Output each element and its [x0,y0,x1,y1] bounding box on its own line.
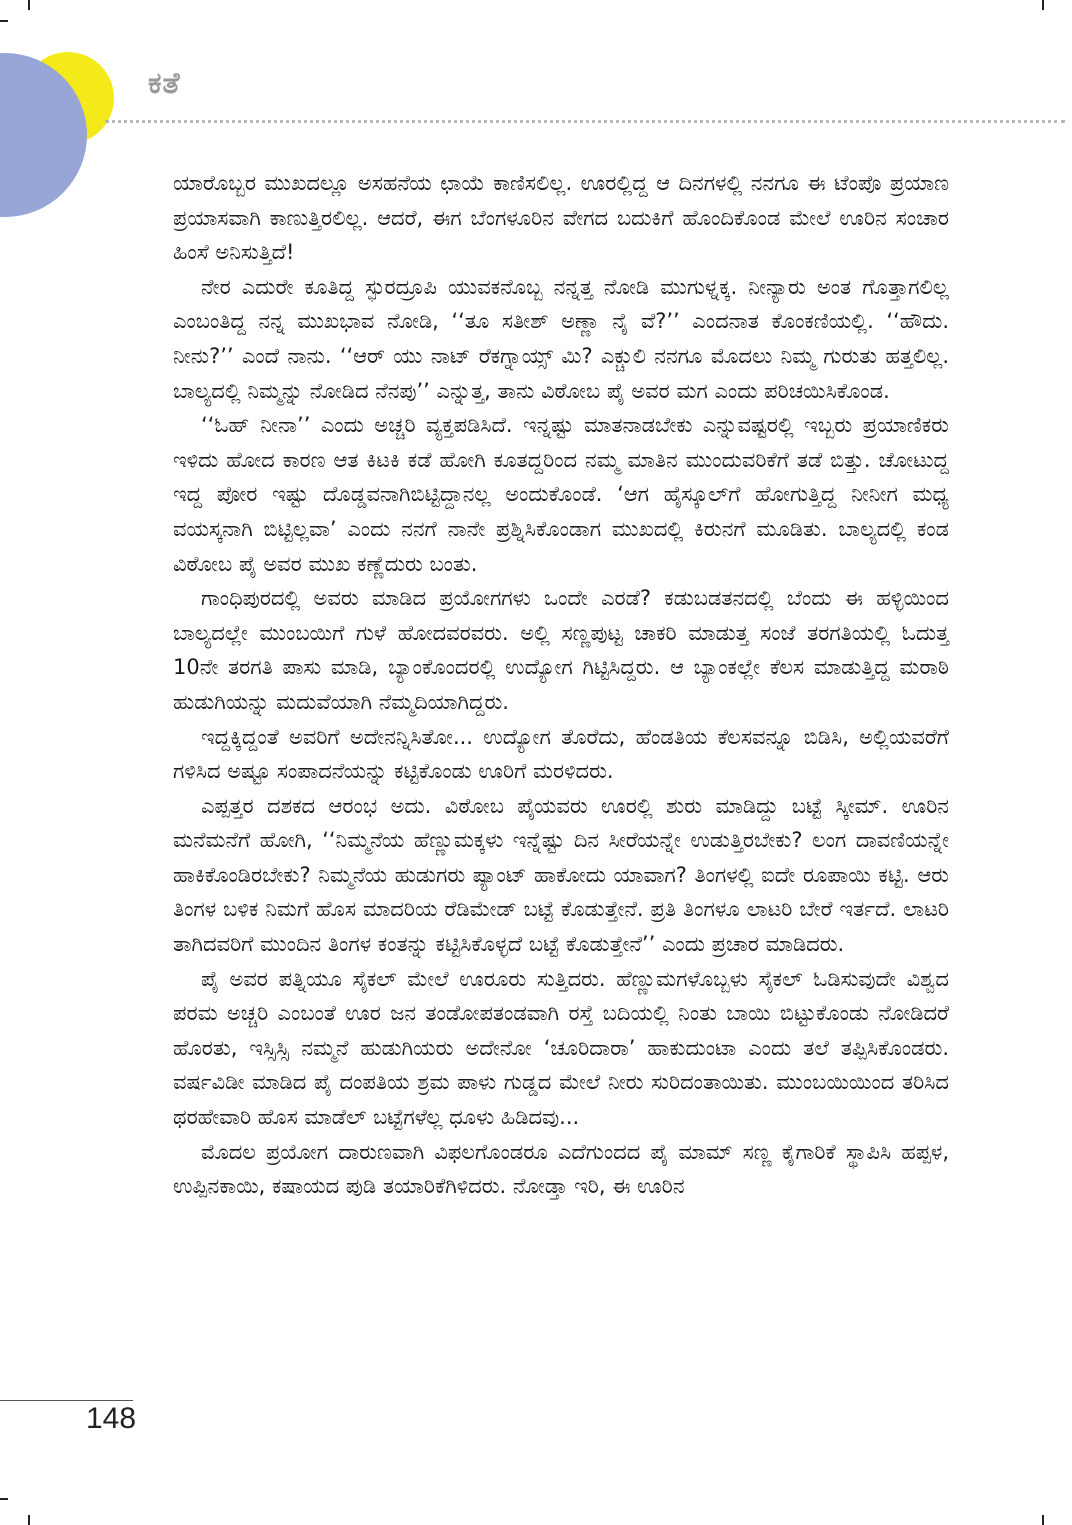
page-number: 148 [86,1402,137,1435]
section-title: ಕತೆ [148,66,181,101]
paragraph: ಗಾಂಧಿಪುರದಲ್ಲಿ ಅವರು ಮಾಡಿದ ಪ್ರಯೋಗಗಳು ಒಂದೇ ಎರಡೆ? ಕಡುಬಡತನದಲ್ಲಿ ಬೆಂದು ಈ ಹಳ್ಳಿಯಿಂದ ಬಾಲ್ಯದಲ್ಲೇ ಮುಂಬಯಿಗೆ ಗುಳೆ ಹೋದವರವರು. ಅಲ್ಲಿ ಸಣ್ಣಪುಟ್ಟ ಚಾಕರಿ ಮಾಡುತ್ತ ಸಂಜೆ ತರಗತಿಯಲ್ಲಿ ಓದುತ್ತ 10ನೇ ತರಗತಿ ಪಾಸು ಮಾಡಿ, ಬ್ಯಾಂಕೊಂದರಲ್ಲಿ ಉದ್ಯೋಗ ಗಿಟ್ಟಿಸಿದ್ದರು. ಆ ಬ್ಯಾಂಕಲ್ಲೇ ಕೆಲಸ ಮಾಡುತ್ತಿದ್ದ ಮರಾಠಿ ಹುಡುಗಿಯನ್ನು ಮದುವೆಯಾಗಿ ನೆಮ್ಮದಿಯಾಗಿದ್ದರು. [173,586,949,714]
crop-mark-bottom-left [28,1515,30,1525]
paragraph: ‘‘ಓಹ್ ನೀನಾ’’ ಎಂದು ಅಚ್ಚರಿ ವ್ಯಕ್ತಪಡಿಸಿದೆ. ಇನ್ನಷ್ಟು ಮಾತನಾಡಬೇಕು ಎನ್ನುವಷ್ಟರಲ್ಲಿ ಇಬ್ಬರು ಪ್ರಯಾಣಿಕರು ಇಳಿದು ಹೋದ ಕಾರಣ ಆತ ಕಿಟಕಿ ಕಡೆ ಹೋಗಿ ಕೂತದ್ದರಿಂದ ನಮ್ಮ ಮಾತಿನ ಮುಂದುವರಿಕೆಗೆ ತಡೆ ಬಿತ್ತು. ಚೋಟುದ್ದ ಇದ್ದ ಪೋರ ಇಷ್ಟು ದೊಡ್ಡವನಾಗಿಬಿಟ್ಟಿದ್ದಾನಲ್ಲ ಅಂದುಕೊಂಡೆ. ‘ಆಗ ಹೈಸ್ಕೂಲ್‌ಗೆ ಹೋಗುತ್ತಿದ್ದ ನೀನೀಗ ಮಧ್ಯ ವಯಸ್ಕನಾಗಿ ಬಿಟ್ಟಿಲ್ಲವಾ’ ಎಂದು ನನಗೆ ನಾನೇ ಪ್ರಶ್ನಿಸಿಕೊಂಡಾಗ ಮುಖದಲ್ಲಿ ಕಿರುನಗೆ ಮೂಡಿತು. ಬಾಲ್ಯದಲ್ಲಿ ಕಂಡ ವಿಠೋಬ ಪೈ ಅವರ ಮುಖ ಕಣ್ಣೆದುರು ಬಂತು. [173,413,949,576]
crop-mark-left-upper [0,20,8,22]
paragraph: ನೇರ ಎದುರೇ ಕೂತಿದ್ದ ಸ್ಫುರದ್ರೂಪಿ ಯುವಕನೊಬ್ಬ ನನ್ನತ್ತ ನೋಡಿ ಮುಗುಳ್ನಕ್ಕ. ನೀನ್ಯಾರು ಅಂತ ಗೊತ್ತಾಗಲಿಲ್ಲ ಎಂಬಂತಿದ್ದ ನನ್ನ ಮುಖಭಾವ ನೋಡಿ, ‘‘ತೂ ಸತೀಶ್ ಅಣ್ಣಾ ನೈ ವೆ?’’ ಎಂದನಾತ ಕೊಂಕಣಿಯಲ್ಲಿ. ‘‘ಹೌದು. ನೀನು?’’ ಎಂದೆ ನಾನು. ‘‘ಆರ್ ಯು ನಾಟ್ ರೆಕಗ್ನಾಯ್ಸ್ ಮಿ? ಎಕ್ಚುಲಿ ನನಗೂ ಮೊದಲು ನಿಮ್ಮ ಗುರುತು ಹತ್ತಲಿಲ್ಲ. ಬಾಲ್ಯದಲ್ಲಿ ನಿಮ್ಮನ್ನು ನೋಡಿದ ನೆನಪು’’ ಎನ್ನುತ್ತ, ತಾನು ವಿಠೋಬ ಪೈ ಅವರ ಮಗ ಎಂದು ಪರಿಚಯಿಸಿಕೊಂಡ. [173,274,949,403]
footer-rule [0,1400,133,1401]
decorative-circles [0,50,130,220]
crop-mark-top-right [1042,0,1044,10]
paragraph: ಇದ್ದಕ್ಕಿದ್ದಂತೆ ಅವರಿಗೆ ಅದೇನನ್ನಿಸಿತೋ... ಉದ್ಯೋಗ ತೊರೆದು, ಹೆಂಡತಿಯ ಕೆಲಸವನ್ನೂ ಬಿಡಿಸಿ, ಅಲ್ಲಿಯವರೆಗೆ ಗಳಿಸಿದ ಅಷ್ಟೂ ಸಂಪಾದನೆಯನ್ನು ಕಟ್ಟಿಕೊಂಡು ಊರಿಗೆ ಮರಳಿದರು. [173,724,949,784]
paragraph: ಯಾರೊಬ್ಬರ ಮುಖದಲ್ಲೂ ಅಸಹನೆಯ ಛಾಯೆ ಕಾಣಿಸಲಿಲ್ಲ. ಊರಲ್ಲಿದ್ದ ಆ ದಿನಗಳಲ್ಲಿ ನನಗೂ ಈ ಟೆಂಪೊ ಪ್ರಯಾಣ ಪ್ರಯಾಸವಾಗಿ ಕಾಣುತ್ತಿರಲಿಲ್ಲ. ಆದರೆ, ಈಗ ಬೆಂಗಳೂರಿನ ವೇಗದ ಬದುಕಿಗೆ ಹೊಂದಿಕೊಂಡ ಮೇಲೆ ಊರಿನ ಸಂಚಾರ ಹಿಂಸೆ ಅನಿಸುತ್ತಿದೆ! [173,171,949,265]
paragraph: ಎಪ್ಪತ್ತರ ದಶಕದ ಆರಂಭ ಅದು. ವಿಠೋಬ ಪೈಯವರು ಊರಲ್ಲಿ ಶುರು ಮಾಡಿದ್ದು ಬಟ್ಟೆ ಸ್ಕೀಮ್. ಊರಿನ ಮನೆಮನೆಗೆ ಹೋಗಿ, ‘‘ನಿಮ್ಮನೆಯ ಹೆಣ್ಣುಮಕ್ಕಳು ಇನ್ನೆಷ್ಟು ದಿನ ಸೀರೆಯನ್ನೇ ಉಡುತ್ತಿರಬೇಕು? ಲಂಗ ದಾವಣಿಯನ್ನೇ ಹಾಕಿಕೊಂಡಿರಬೇಕು? ನಿಮ್ಮನೆಯ ಹುಡುಗರು ಪ್ಯಾಂಟ್ ಹಾಕೋದು ಯಾವಾಗ? ತಿಂಗಳಲ್ಲಿ ಐದೇ ರೂಪಾಯಿ ಕಟ್ಟಿ. ಆರು ತಿಂಗಳ ಬಳಿಕ ನಿಮಗೆ ಹೊಸ ಮಾದರಿಯ ರೆಡಿಮೇಡ್ ಬಟ್ಟೆ ಕೊಡುತ್ತೇನೆ. ಪ್ರತಿ ತಿಂಗಳೂ ಲಾಟರಿ ಬೇರೆ ಇರ್ತದೆ. ಲಾಟರಿ ತಾಗಿದವರಿಗೆ ಮುಂದಿನ ತಿಂಗಳ ಕಂತನ್ನು ಕಟ್ಟಿಸಿಕೊಳ್ಳದೆ ಬಟ್ಟೆ ಕೊಡುತ್ತೇನೆ’’ ಎಂದು ಪ್ರಚಾರ ಮಾಡಿದರು. [173,793,949,957]
header-dotted-rule [105,120,1065,123]
crop-mark-bottom-right [1042,1515,1044,1525]
paragraph: ಮೊದಲ ಪ್ರಯೋಗ ದಾರುಣವಾಗಿ ವಿಫಲಗೊಂಡರೂ ಎದೆಗುಂದದ ಪೈ ಮಾಮ್ ಸಣ್ಣ ಕೈಗಾರಿಕೆ ಸ್ಥಾಪಿಸಿ ಹಪ್ಪಳ, ಉಪ್ಪಿನಕಾಯಿ, ಕಷಾಯದ ಪುಡಿ ತಯಾರಿಕೆಗಿಳಿದರು. ನೋಡ್ತಾ ಇರಿ, ಈ ಊರಿನ [173,1139,949,1199]
paragraph: ಪೈ ಅವರ ಪತ್ನಿಯೂ ಸೈಕಲ್ ಮೇಲೆ ಊರೂರು ಸುತ್ತಿದರು. ಹೆಣ್ಣುಮಗಳೊಬ್ಬಳು ಸೈಕಲ್ ಓಡಿಸುವುದೇ ವಿಶ್ವದ ಪರಮ ಅಚ್ಚರಿ ಎಂಬಂತೆ ಊರ ಜನ ತಂಡೋಪತಂಡವಾಗಿ ರಸ್ತೆ ಬದಿಯಲ್ಲಿ ನಿಂತು ಬಾಯಿ ಬಿಟ್ಟುಕೊಂಡು ನೋಡಿದರೆ ಹೊರತು, ಇಸ್ಸಿಸ್ಸಿ ನಮ್ಮನೆ ಹುಡುಗಿಯರು ಅದೇನೋ ‘ಚೂರಿದಾರಾ’ ಹಾಕುದುಂಟಾ ಎಂದು ತಲೆ ತಪ್ಪಿಸಿಕೊಂಡರು. ವರ್ಷವಿಡೀ ಮಾಡಿದ ಪೈ ದಂಪತಿಯ ಶ್ರಮ ಪಾಳು ಗುಡ್ಡದ ಮೇಲೆ ನೀರು ಸುರಿದಂತಾಯಿತು. ಮುಂಬಯಿಯಿಂದ ತರಿಸಿದ ಥರಹೇವಾರಿ ಹೊಸ ಮಾಡೆಲ್ ಬಟ್ಟೆಗಳೆಲ್ಲ ಧೂಳು ಹಿಡಿದವು... [173,966,949,1130]
crop-mark-left-lower [0,1498,8,1500]
story-body [173,166,949,1204]
crop-mark-top-left [28,0,30,10]
